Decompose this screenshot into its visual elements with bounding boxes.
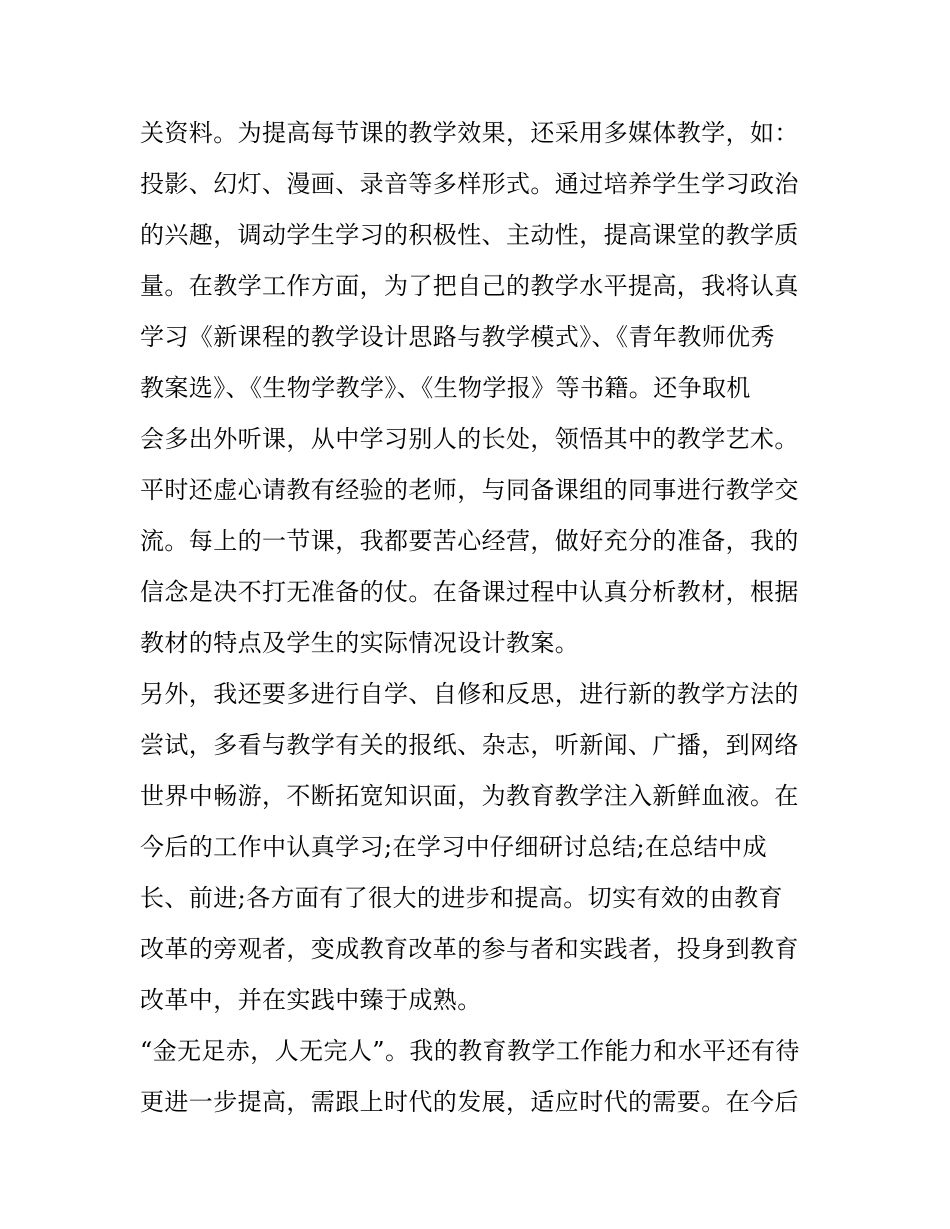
text-line: 的兴趣，调动学生学习的积极性、主动性，提高课堂的教学质 (140, 221, 799, 249)
text-line: “金无足赤，人无完人”。我的教育教学工作能力和水平还有待 (140, 1037, 800, 1065)
text-line: 平时还虚心请教有经验的老师，与同备课组的同事进行教学交 (140, 476, 799, 504)
text-line: 更进一步提高，需跟上时代的发展，适应时代的需要。在今后 (140, 1088, 799, 1116)
text-line: 量。在教学工作方面，为了把自己的教学水平提高，我将认真 (140, 272, 799, 300)
text-line: 世界中畅游，不断拓宽知识面，为教育教学注入新鲜血液。在 (140, 782, 799, 810)
text-line: 关资料。为提高每节课的教学效果，还采用多媒体教学，如： (140, 119, 799, 147)
text-line: 尝试，多看与教学有关的报纸、杂志，听新闻、广播，到网络 (140, 731, 799, 759)
text-line: 今后的工作中认真学习;在学习中仔细研讨总结;在总结中成 (140, 833, 767, 861)
text-line: 改革的旁观者，变成教育改革的参与者和实践者，投身到教育 (140, 935, 799, 963)
text-line: 教材的特点及学生的实际情况设计教案。 (140, 629, 580, 657)
text-line: 长、前进;各方面有了很大的进步和提高。切实有效的由教育 (140, 884, 783, 912)
text-line: 教案选》、《生物学教学》、《生物学报》等书籍。还争取机 (140, 374, 751, 402)
text-line: 会多出外听课，从中学习别人的长处，领悟其中的教学艺术。 (140, 425, 799, 453)
text-line: 学习《新课程的教学设计思路与教学模式》、《青年教师优秀 (140, 323, 775, 351)
document-body (140, 108, 820, 1128)
text-line: 投影、幻灯、漫画、录音等多样形式。通过培养学生学习政治 (140, 170, 799, 198)
text-line: 信念是决不打无准备的仗。在备课过程中认真分析教材，根据 (140, 578, 799, 606)
text-line: 另外，我还要多进行自学、自修和反思，进行新的教学方法的 (140, 680, 799, 708)
text-line: 流。每上的一节课，我都要苦心经营，做好充分的准备，我的 (140, 527, 799, 555)
text-line: 改革中，并在实践中臻于成熟。 (140, 986, 482, 1014)
